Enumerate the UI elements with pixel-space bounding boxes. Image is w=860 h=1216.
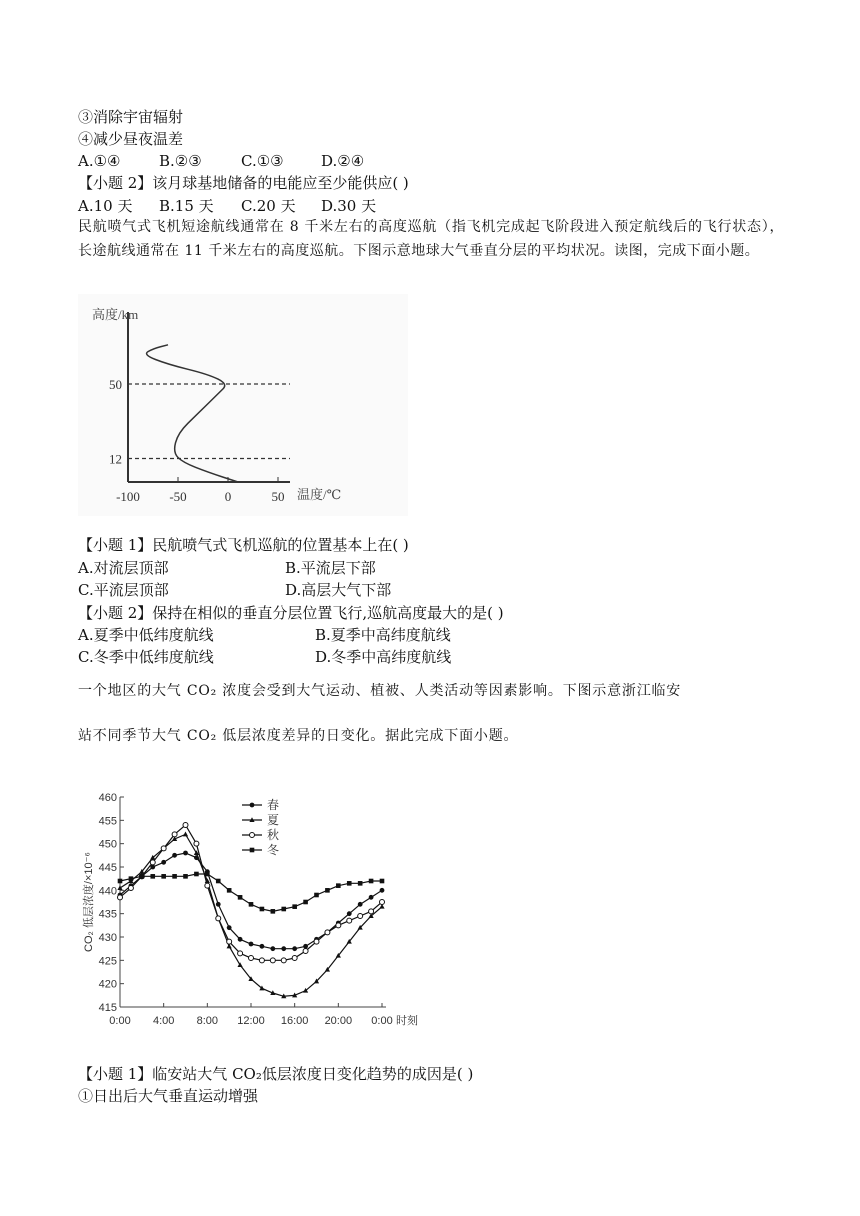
data-point-夏 — [183, 832, 188, 837]
data-point-春 — [216, 902, 221, 907]
y-tick-label: 415 — [98, 1002, 117, 1014]
x-axis-label: 温度/℃ — [297, 487, 342, 502]
x-tick-label: 12:00 — [237, 1015, 265, 1027]
choice-b: B.夏季中高纬度航线 — [315, 626, 451, 644]
legend-marker — [250, 803, 255, 808]
data-point-秋 — [227, 939, 232, 944]
option-3: ③消除宇宙辐射 — [78, 108, 184, 126]
temperature-curve — [147, 345, 238, 482]
choice-c: C.20 天 — [241, 197, 296, 215]
data-point-秋 — [259, 958, 264, 963]
question-2-stem: 【小题 2】保持在相似的垂直分层位置飞行,巡航高度最大的是( ) — [78, 604, 504, 622]
atmosphere-chart — [78, 294, 408, 516]
data-point-秋 — [238, 951, 243, 956]
passage-co2-line1: 一个地区的大气 CO₂ 浓度会受到大气运动、植被、人类活动等因素影响。下图示意浙江临安 — [78, 683, 682, 699]
data-point-春 — [227, 925, 232, 930]
data-point-春 — [172, 853, 177, 858]
data-point-秋 — [216, 916, 221, 921]
data-point-秋 — [118, 895, 123, 900]
data-point-秋 — [292, 956, 297, 961]
x-tick-label: -100 — [116, 489, 140, 504]
y-tick-label: 445 — [98, 862, 117, 874]
data-point-冬 — [292, 904, 297, 909]
choice-a: A.10 天 — [78, 197, 133, 215]
y-tick-label: 50 — [109, 377, 122, 392]
x-axis-label: 时刻 — [396, 1015, 418, 1027]
data-point-冬 — [369, 879, 374, 884]
question-1-stem: 【小题 1】民航喷气式飞机巡航的位置基本上在( ) — [78, 536, 409, 554]
choice-b: B.②③ — [159, 152, 202, 170]
data-point-冬 — [205, 872, 210, 877]
choice-d: D.30 天 — [321, 197, 377, 215]
data-point-春 — [238, 937, 243, 942]
x-tick-label: 8:00 — [196, 1015, 219, 1027]
legend-label: 秋 — [267, 828, 280, 842]
passage-co2-line2: 站不同季节大气 CO₂ 低层浓度差异的日变化。据此完成下面小题。 — [78, 728, 519, 744]
y-tick-label: 12 — [109, 451, 122, 467]
x-tick-label: -50 — [169, 489, 187, 504]
data-point-秋 — [281, 958, 286, 963]
question-2-choices — [78, 196, 376, 216]
choice-d: D.高层大气下部 — [285, 581, 392, 599]
answer-choices — [78, 151, 364, 171]
legend-marker — [250, 848, 255, 853]
data-point-冬 — [216, 879, 221, 884]
question-2-stem: 【小题 2】该月球基地储备的电能应至少能供应( ) — [78, 174, 409, 192]
data-point-秋 — [347, 918, 352, 923]
data-point-冬 — [161, 874, 166, 879]
data-point-秋 — [358, 914, 363, 919]
option-1: ①日出后大气垂直运动增强 — [78, 1087, 259, 1105]
data-point-冬 — [172, 874, 177, 879]
data-point-冬 — [314, 893, 319, 898]
choice-a: A.对流层顶部 — [78, 559, 169, 577]
series-line-夏 — [120, 834, 382, 996]
x-tick-label: 0:00 — [109, 1015, 131, 1027]
y-tick-label: 450 — [98, 838, 117, 851]
y-tick-label: 425 — [98, 955, 117, 968]
data-point-秋 — [270, 958, 275, 963]
data-point-春 — [260, 944, 265, 949]
y-tick-label: 420 — [98, 978, 117, 991]
data-point-冬 — [249, 902, 254, 907]
data-point-冬 — [183, 874, 188, 879]
question-1-stem: 【小题 1】临安站大气 CO₂低层浓度日变化趋势的成因是( ) — [78, 1065, 474, 1083]
legend-label: 夏 — [267, 813, 280, 827]
data-point-秋 — [183, 823, 188, 828]
series-line-秋 — [120, 825, 382, 960]
data-point-冬 — [271, 909, 276, 914]
data-point-冬 — [227, 888, 232, 893]
data-point-春 — [380, 888, 385, 893]
y-tick-label: 440 — [98, 885, 117, 898]
x-tick-label: 20:00 — [324, 1015, 353, 1027]
data-point-冬 — [358, 881, 363, 886]
y-tick-label: 435 — [98, 908, 117, 921]
data-point-秋 — [314, 939, 319, 944]
data-point-秋 — [249, 956, 254, 961]
choice-a: A.夏季中低纬度航线 — [78, 626, 214, 644]
data-point-秋 — [380, 900, 385, 905]
legend-label: 春 — [267, 798, 280, 812]
y-axis-label: 高度/km — [92, 307, 139, 322]
data-point-秋 — [161, 846, 166, 851]
choice-b: B.15 天 — [159, 197, 214, 215]
data-point-春 — [249, 942, 254, 947]
data-point-冬 — [129, 876, 134, 881]
data-point-冬 — [336, 883, 341, 888]
legend-label: 冬 — [267, 843, 280, 857]
series-line-春 — [120, 853, 382, 949]
choice-b: B.平流层下部 — [285, 559, 376, 577]
data-point-冬 — [238, 895, 243, 900]
data-point-春 — [369, 895, 374, 900]
data-point-秋 — [336, 923, 341, 928]
data-point-冬 — [140, 874, 145, 879]
data-point-秋 — [150, 860, 155, 865]
passage-aviation: 民航喷气式飞机短途航线通常在 8 千米左右的高度巡航（指飞机完成起飞阶段进入预定航线后的飞行状态），长途航线通常在 11 千米左右的高度巡航。下图示意地球大气垂直分层的平均状况。读图，完成下面小题。 — [78, 219, 784, 259]
data-point-冬 — [281, 907, 286, 912]
data-point-秋 — [325, 930, 330, 935]
data-point-冬 — [260, 907, 265, 912]
data-point-春 — [183, 851, 188, 856]
choice-d: D.②④ — [321, 152, 365, 170]
x-tick-label: 4:00 — [152, 1015, 175, 1027]
data-point-春 — [270, 946, 275, 951]
x-tick-label: 50 — [271, 489, 285, 504]
choice-c: C.①③ — [241, 152, 284, 170]
data-point-冬 — [303, 900, 308, 905]
data-point-秋 — [128, 886, 133, 891]
data-point-秋 — [172, 832, 177, 837]
choice-c: C.冬季中低纬度航线 — [78, 648, 214, 666]
data-point-秋 — [369, 909, 374, 914]
y-tick-label: 455 — [98, 815, 117, 828]
data-point-冬 — [325, 888, 330, 893]
data-point-春 — [358, 902, 363, 907]
data-point-春 — [347, 911, 352, 916]
choice-d: D.冬季中高纬度航线 — [315, 648, 452, 666]
x-tick-label: 16:00 — [280, 1015, 309, 1027]
legend-marker — [250, 833, 255, 838]
choice-c: C.平流层顶部 — [78, 581, 169, 599]
data-point-冬 — [347, 881, 352, 886]
data-point-冬 — [194, 872, 199, 877]
data-point-夏 — [117, 885, 122, 890]
y-axis-label: CO₂ 低层浓度/×10⁻⁶ — [83, 852, 95, 952]
option-4: ④减少昼夜温差 — [78, 130, 184, 148]
data-point-秋 — [303, 949, 308, 954]
data-point-秋 — [194, 841, 199, 846]
data-point-春 — [292, 946, 297, 951]
data-point-春 — [161, 860, 166, 865]
choice-a: A.①④ — [78, 152, 121, 170]
co2-chart — [78, 785, 428, 1035]
data-point-春 — [281, 946, 286, 951]
data-point-秋 — [205, 883, 210, 888]
y-tick-label: 460 — [98, 792, 117, 804]
data-point-冬 — [150, 874, 155, 879]
y-tick-label: 430 — [98, 932, 117, 944]
data-point-冬 — [118, 879, 123, 884]
x-tick-label: 0:00 — [371, 1015, 393, 1027]
data-point-冬 — [380, 879, 385, 884]
x-tick-label: 0 — [224, 489, 232, 504]
